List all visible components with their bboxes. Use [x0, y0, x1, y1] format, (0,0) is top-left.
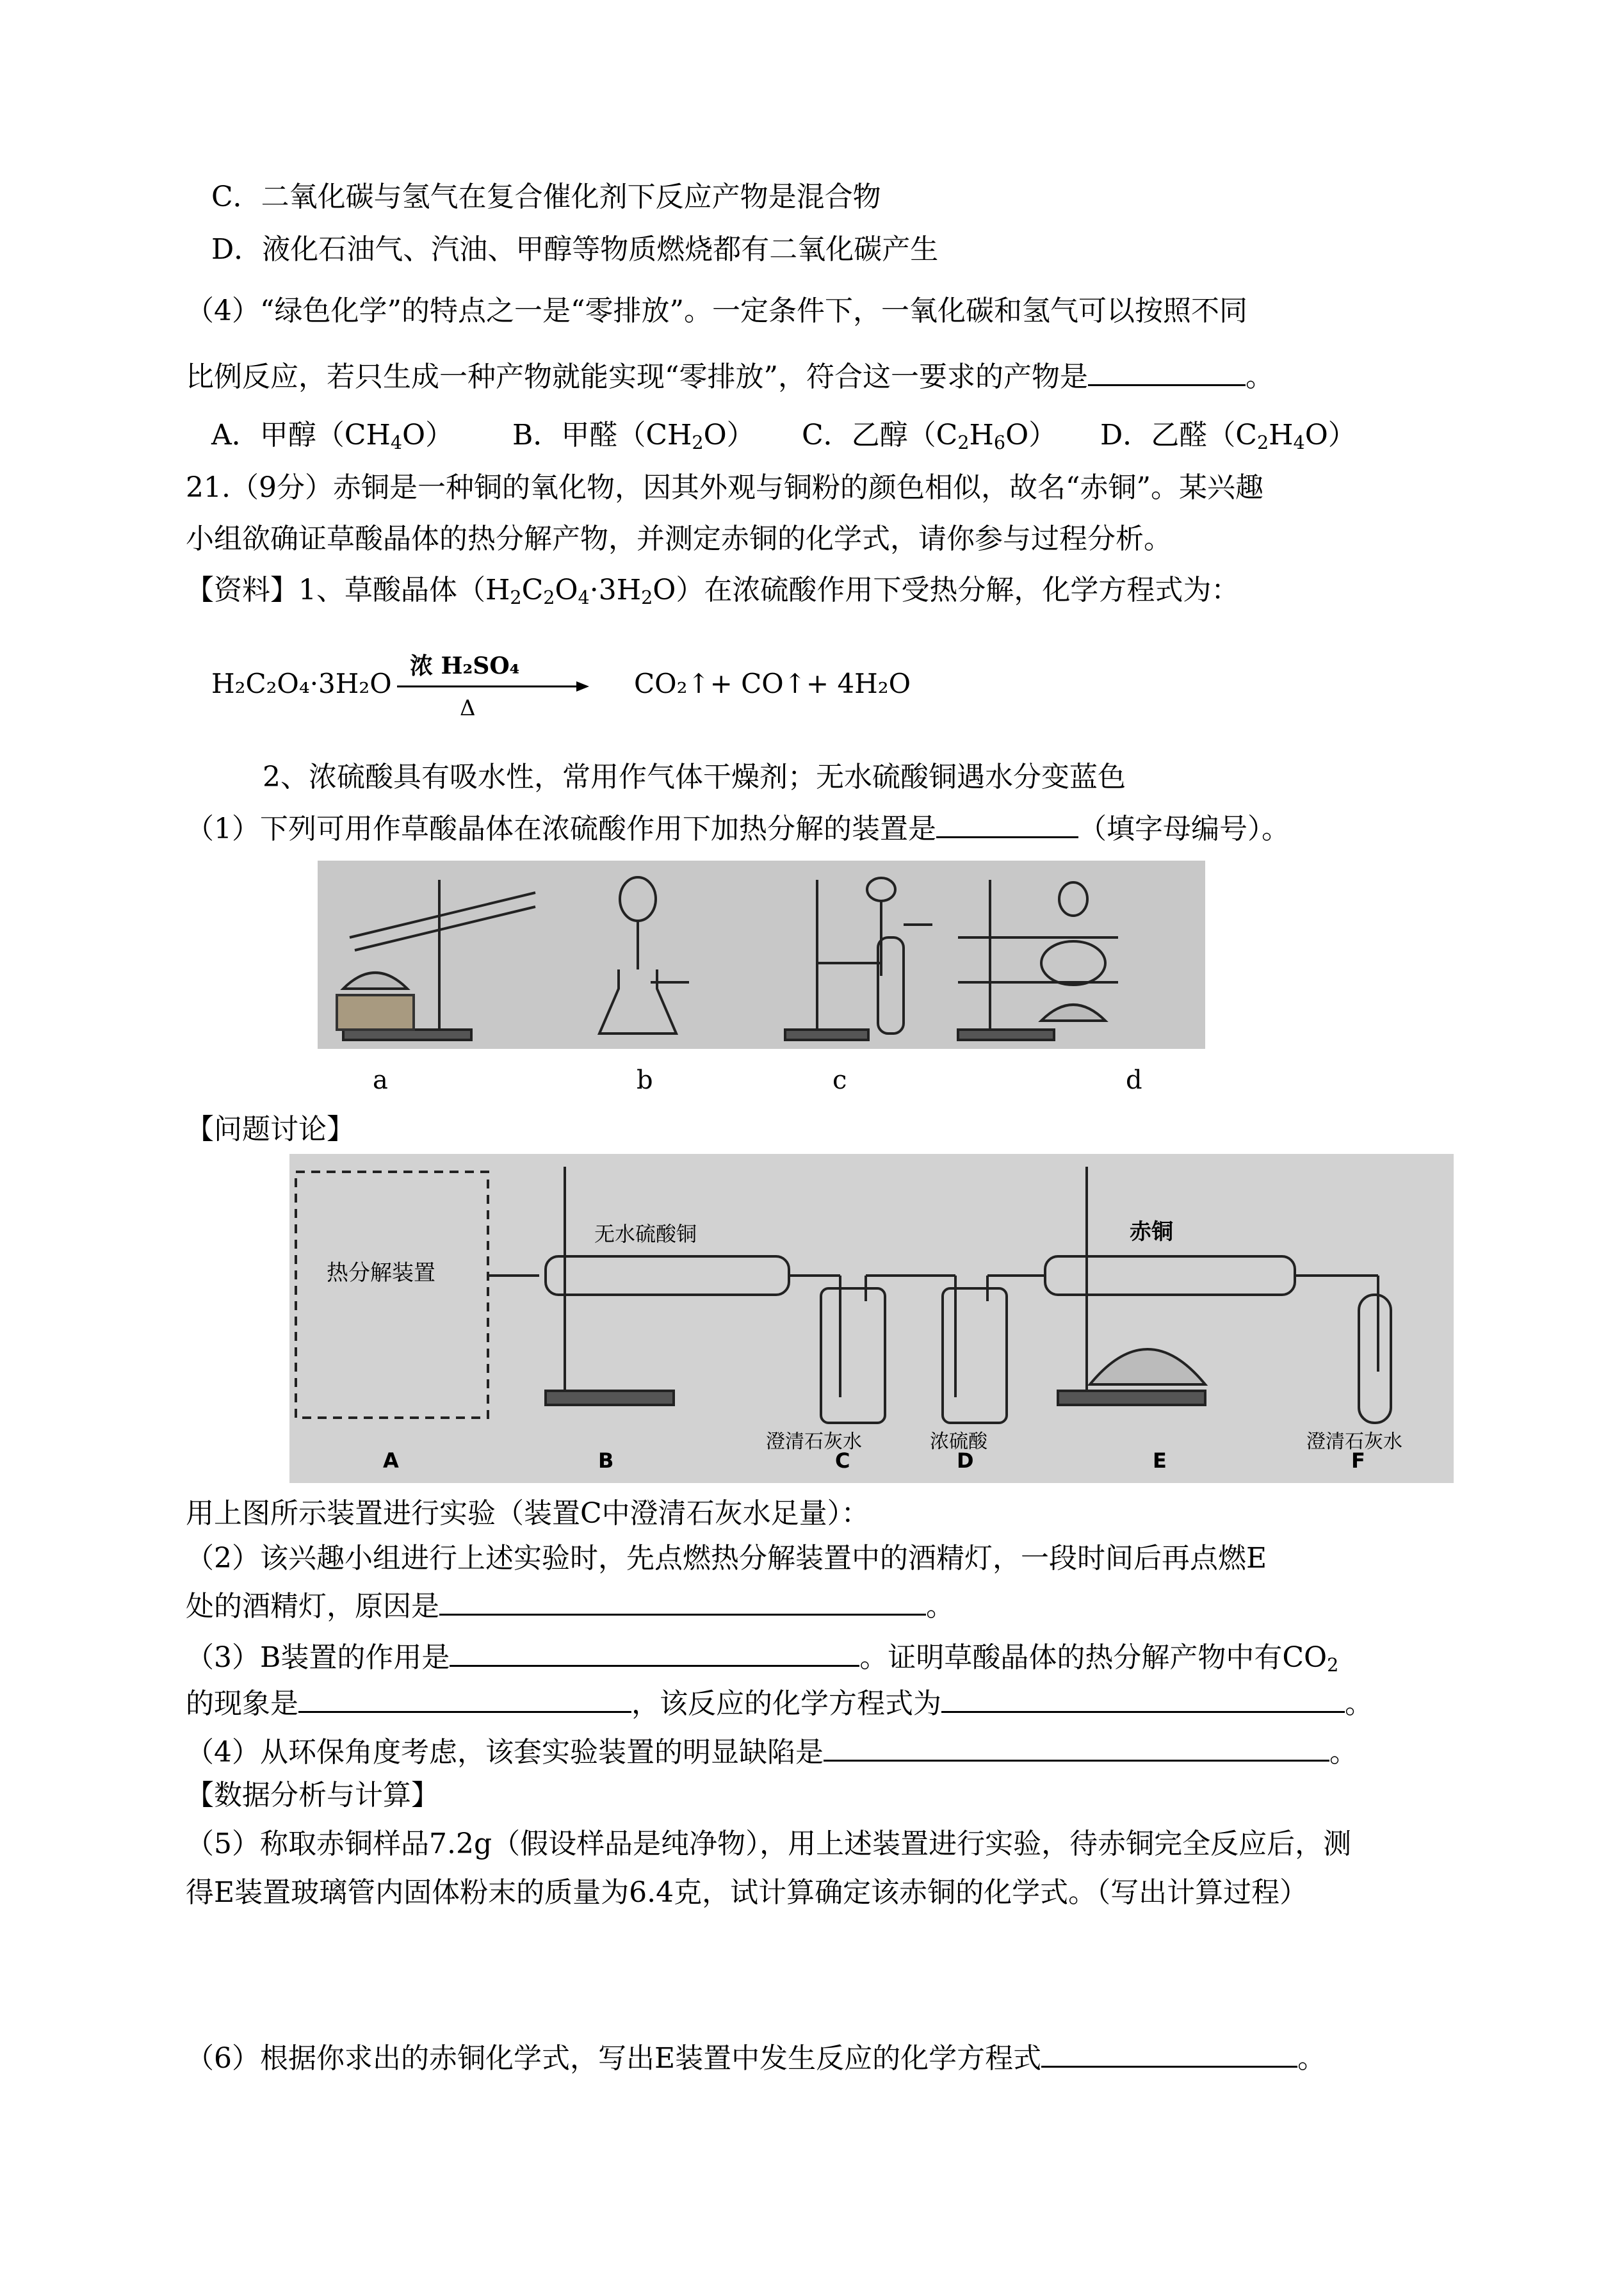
answer-blank[interactable] — [450, 1637, 859, 1667]
thermal-decomposition-label: 热分解装置 — [327, 1260, 435, 1286]
anhydrous-cuso4-label: 无水硫酸铜 — [594, 1222, 697, 1246]
question-2-line1: （2）该兴趣小组进行上述实验时，先点燃热分解装置中的酒精灯，一段时间后再点燃E — [186, 1542, 1267, 1575]
setup-label-e: E — [1153, 1448, 1167, 1473]
answer-blank[interactable] — [824, 1731, 1329, 1762]
discussion-heading: 【问题讨论】 — [186, 1113, 355, 1146]
reference-2: 2、浓硫酸具有吸水性，常用作气体干燥剂；无水硫酸铜遇水分变蓝色 — [263, 761, 1126, 793]
red-copper-label: 赤铜 — [1130, 1219, 1173, 1245]
setup-label-f: F — [1351, 1448, 1365, 1473]
apparatus-label-d: d — [1126, 1066, 1142, 1095]
question-4-line2: 比例反应，若只生成一种产物就能实现“零排放”，符合这一要求的产物是 。 — [186, 356, 1274, 395]
equation-catalyst: 浓 H₂SO₄ — [410, 653, 520, 679]
reference-1: 【资料】1、草酸晶体$(H_2C_2O_4\cdot 3H_2O)$在浓硫酸作用下受热分解，化学方程式为： — [186, 574, 1240, 609]
limewater-f-label: 澄清石灰水 — [1306, 1431, 1402, 1453]
question-6: （6）根据你求出的赤铜化学式，写出E装置中发生反应的化学方程式 。 — [186, 2038, 1326, 2077]
setup-label-d: D — [957, 1448, 974, 1473]
data-analysis-heading: 【数据分析与计算】 — [186, 1779, 439, 1812]
question-21-line1: 21.（9分）赤铜是一种铜的氧化物，因其外观与铜粉的颜色相似，故名“赤铜”。某兴趣 — [186, 471, 1263, 504]
setup-label-a: A — [383, 1448, 399, 1473]
answer-blank[interactable] — [1041, 2038, 1297, 2068]
question-3-line2: 的现象是 ，该反应的化学方程式为 。 — [186, 1683, 1373, 1722]
limewater-c-label: 澄清石灰水 — [766, 1431, 862, 1453]
apparatus-label-a: a — [373, 1066, 388, 1095]
option-a-methanol: A．甲醇$(CH_4O)$ — [211, 419, 454, 454]
option-b-formaldehyde: B．甲醛$(CH_2O)$ — [512, 419, 755, 454]
equation-heat: Δ — [460, 695, 476, 721]
setup-label-b: B — [598, 1448, 614, 1473]
setup-label-c: C — [835, 1448, 850, 1473]
answer-blank[interactable] — [298, 1683, 631, 1713]
conc-sulfuric-label: 浓硫酸 — [930, 1431, 987, 1453]
option-c: C．二氧化碳与氢气在复合催化剂下反应产物是混合物 — [211, 181, 881, 213]
question-2-line2: 处的酒精灯，原因是 。 — [186, 1585, 954, 1625]
question-4-line1: （4）“绿色化学”的特点之一是“零排放”。一定条件下，一氧化碳和氢气可以按照不同 — [186, 295, 1247, 327]
question-21-line2: 小组欲确证草酸晶体的热分解产物，并测定赤铜的化学式，请你参与过程分析。 — [186, 523, 1172, 555]
answer-blank[interactable] — [941, 1683, 1345, 1713]
reaction-arrow — [397, 679, 589, 694]
option-c-ethanol: C．乙醇$(C_2H_6O)$ — [802, 419, 1057, 454]
apparatus-options-figure — [318, 861, 1205, 1049]
question-5-line2: 得E装置玻璃管内固体粉末的质量为6.4克，试计算确定该赤铜的化学式。（写出计算过程） — [186, 1876, 1308, 1909]
answer-blank[interactable] — [1088, 356, 1246, 386]
apparatus-label-b: b — [637, 1066, 653, 1095]
setup-intro: 用上图所示装置进行实验（装置C中澄清石灰水足量）： — [186, 1497, 870, 1530]
equation-rhs: CO₂↑+ CO↑+ 4H₂O — [634, 668, 911, 699]
apparatus-drawing — [318, 861, 1205, 1049]
option-d: D．液化石油气、汽油、甲醇等物质燃烧都有二氧化碳产生 — [211, 233, 939, 266]
equation-lhs: H₂C₂O₄·3H₂O — [211, 668, 392, 699]
answer-blank[interactable] — [439, 1585, 926, 1616]
option-d-acetaldehyde: D．乙醛$(C_2H_4O)$ — [1100, 419, 1356, 454]
question-1: （1）下列可用作草酸晶体在浓硫酸作用下加热分解的装置是 （填字母编号）。 — [186, 808, 1290, 847]
apparatus-label-c: c — [832, 1066, 847, 1095]
setup-drawing — [289, 1154, 1454, 1483]
question-4-environment: （4）从环保角度考虑，该套实验装置的明显缺陷是 。 — [186, 1731, 1358, 1771]
question-5-line1: （5）称取赤铜样品7.2g（假设样品是纯净物），用上述装置进行实验，待赤铜完全反应后，测 — [186, 1828, 1352, 1860]
answer-blank[interactable] — [936, 808, 1078, 838]
question-3-line1: （3）B装置的作用是 。证明草酸晶体的热分解产物中有$CO_2$ — [186, 1637, 1338, 1683]
experiment-setup-figure — [289, 1154, 1454, 1483]
